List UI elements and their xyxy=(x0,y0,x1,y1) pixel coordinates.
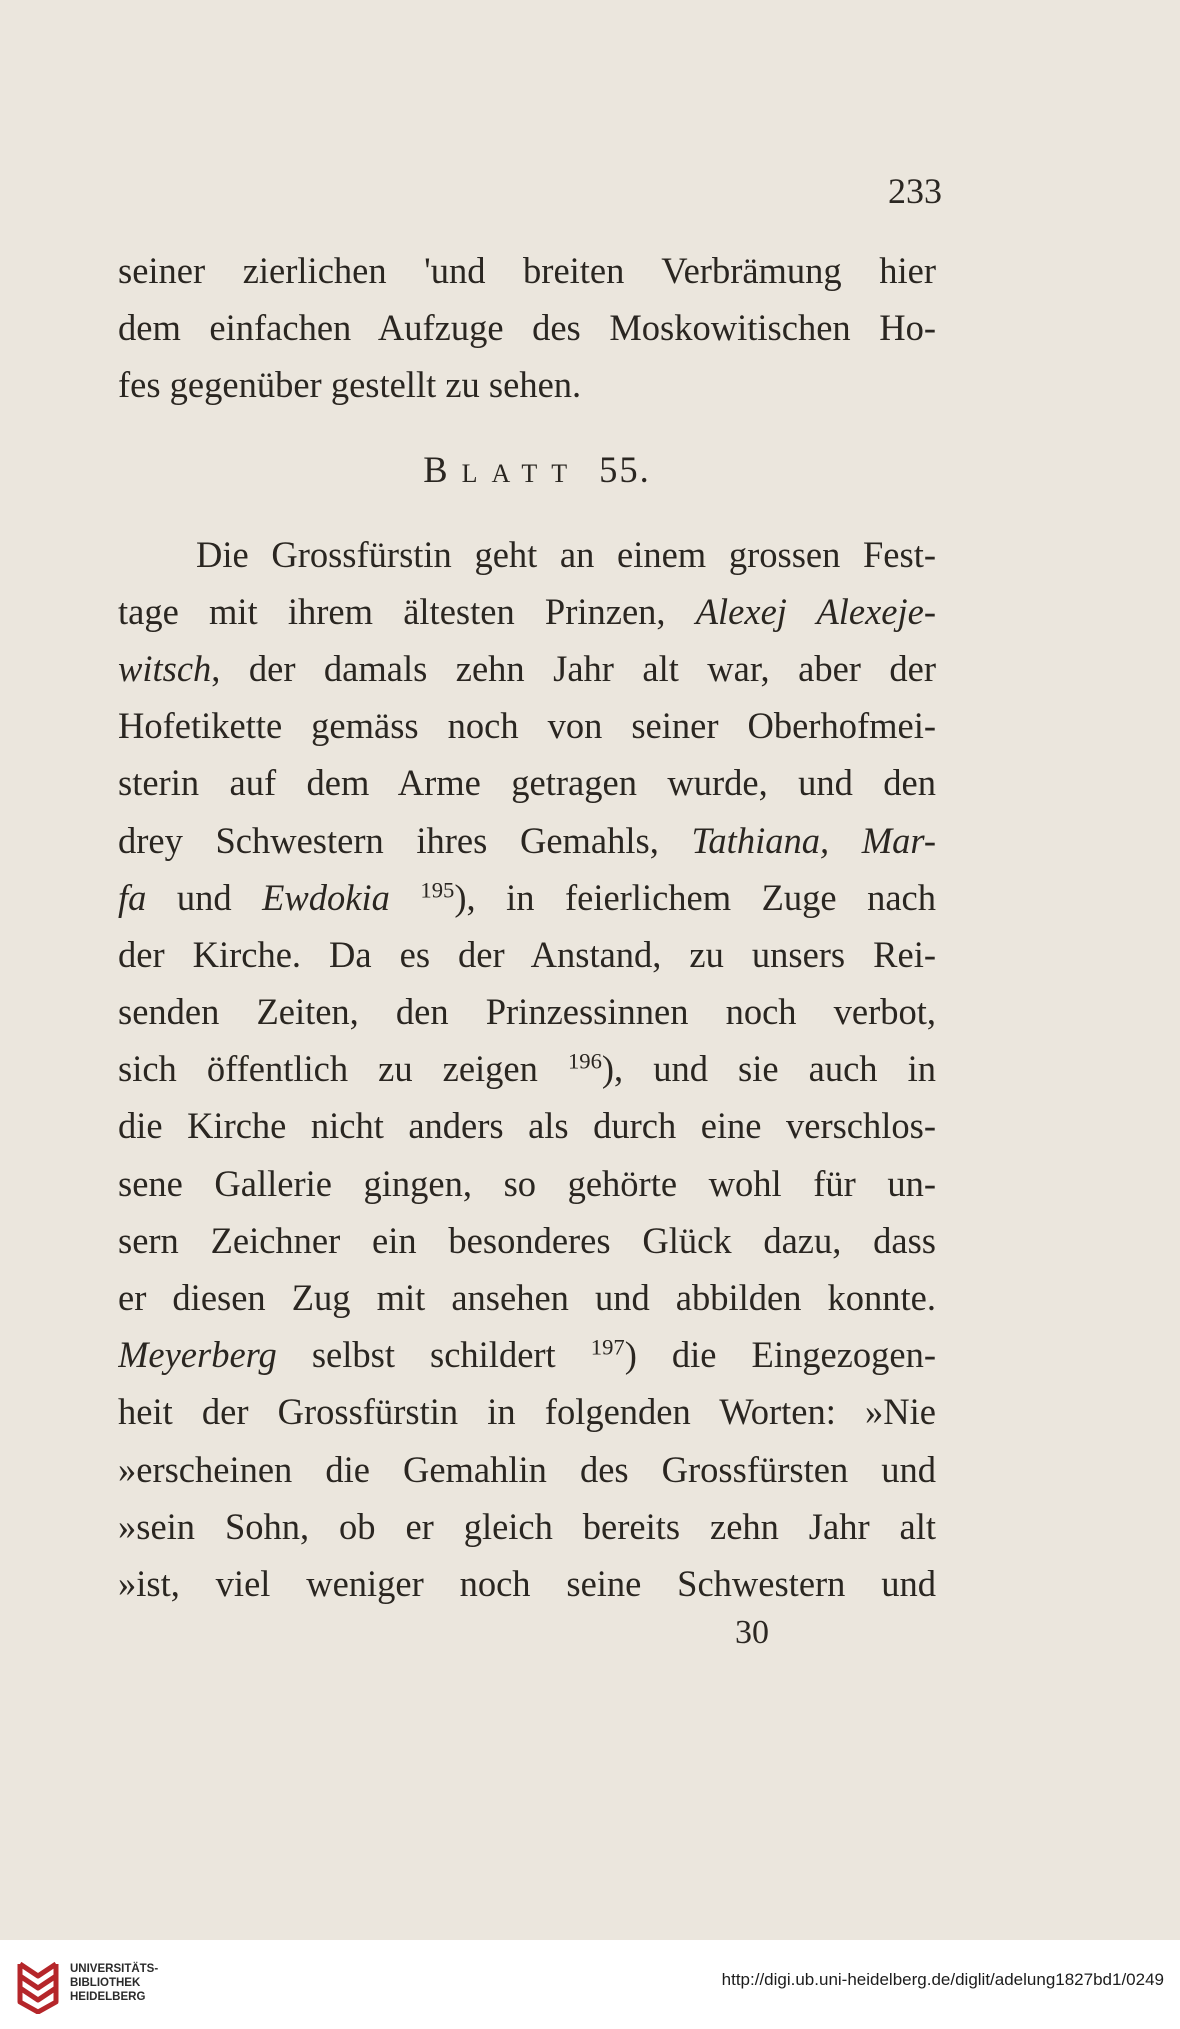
heading-number: 55. xyxy=(599,448,651,490)
footnote-ref: 195 xyxy=(420,877,455,903)
text-line: sterin auf dem Arme getragen wurde, und den xyxy=(118,762,936,804)
text-line: Hofetikette gemäss noch von seiner Oberhofmei- xyxy=(118,705,936,747)
person-name: Alexej Alexeje- xyxy=(695,590,936,632)
permalink-url[interactable]: http://digi.ub.uni-heidelberg.de/diglit/adelung1827bd1/0249 xyxy=(721,1970,1164,1989)
text-line: heit der Grossfürstin in folgenden Worten: »Nie xyxy=(118,1391,936,1433)
text-line: der Kirche. Da es der Anstand, zu unsers Rei- xyxy=(118,933,936,975)
text-line: »erscheinen die Gemahlin des Grossfürsten und xyxy=(118,1448,936,1490)
text-line: seiner zierlichen 'und breiten Verbrämung hier xyxy=(118,250,936,291)
text-line: drey Schwestern ihres Gemahls, Tathiana, Mar- xyxy=(118,819,936,861)
text-line: dem einfachen Aufzuge des Moskowitischen Ho- xyxy=(118,307,936,349)
plate-heading xyxy=(118,414,936,526)
page-text xyxy=(118,242,936,1612)
library-name: UNIVERSITÄTS- BIBLIOTHEK HEIDELBERG xyxy=(70,1963,159,2003)
text-line: witsch, der damals zehn Jahr alt war, aber der xyxy=(118,647,936,689)
text-line: die Kirche nicht anders als durch eine verschlos- xyxy=(118,1105,936,1147)
footnote-ref: 197 xyxy=(590,1334,625,1360)
text-line: tage mit ihrem ältesten Prinzen, Alexej Alexeje- xyxy=(118,590,936,632)
text-line: fes gegenüber gestellt zu sehen. xyxy=(118,364,582,406)
person-name: witsch xyxy=(118,647,212,689)
person-name: Meyerberg xyxy=(118,1334,277,1376)
text-line: senden Zeiten, den Prinzessinnen noch verbot, xyxy=(118,991,936,1033)
text-line: er diesen Zug mit ansehen und abbilden konnte. xyxy=(118,1277,936,1318)
text-line: sern Zeichner ein besonderes Glück dazu, dass xyxy=(118,1219,936,1261)
person-name: fa xyxy=(118,876,147,918)
text-line: »sein Sohn, ob er gleich bereits zehn Jahr alt xyxy=(118,1505,936,1547)
footnote-ref: 196 xyxy=(567,1048,602,1074)
text-line: fa und Ewdokia $^{195}$), in feierlichem Zuge nach xyxy=(118,876,936,918)
text-line: sene Gallerie gingen, so gehörte wohl für un- xyxy=(118,1162,936,1204)
person-name: Ewdokia xyxy=(262,876,390,918)
text-line: Meyerberg selbst schildert $^{197}$) die Eingezogen- xyxy=(118,1334,936,1376)
page-number: 233 xyxy=(888,171,942,211)
library-footer xyxy=(0,1940,1180,2029)
person-name: Tathiana, Mar- xyxy=(691,819,936,861)
heading-label: Blatt xyxy=(423,448,582,490)
text-line: »ist, viel weniger noch seine Schwestern und xyxy=(118,1562,936,1604)
university-library-logo-icon xyxy=(12,1956,64,2014)
catchword: 30 xyxy=(735,1614,769,1651)
text-line: sich öffentlich zu zeigen $^{196}$), und sie auch in xyxy=(118,1048,936,1090)
text-line: Die Grossfürstin geht an einem grossen Fest- xyxy=(196,533,936,575)
